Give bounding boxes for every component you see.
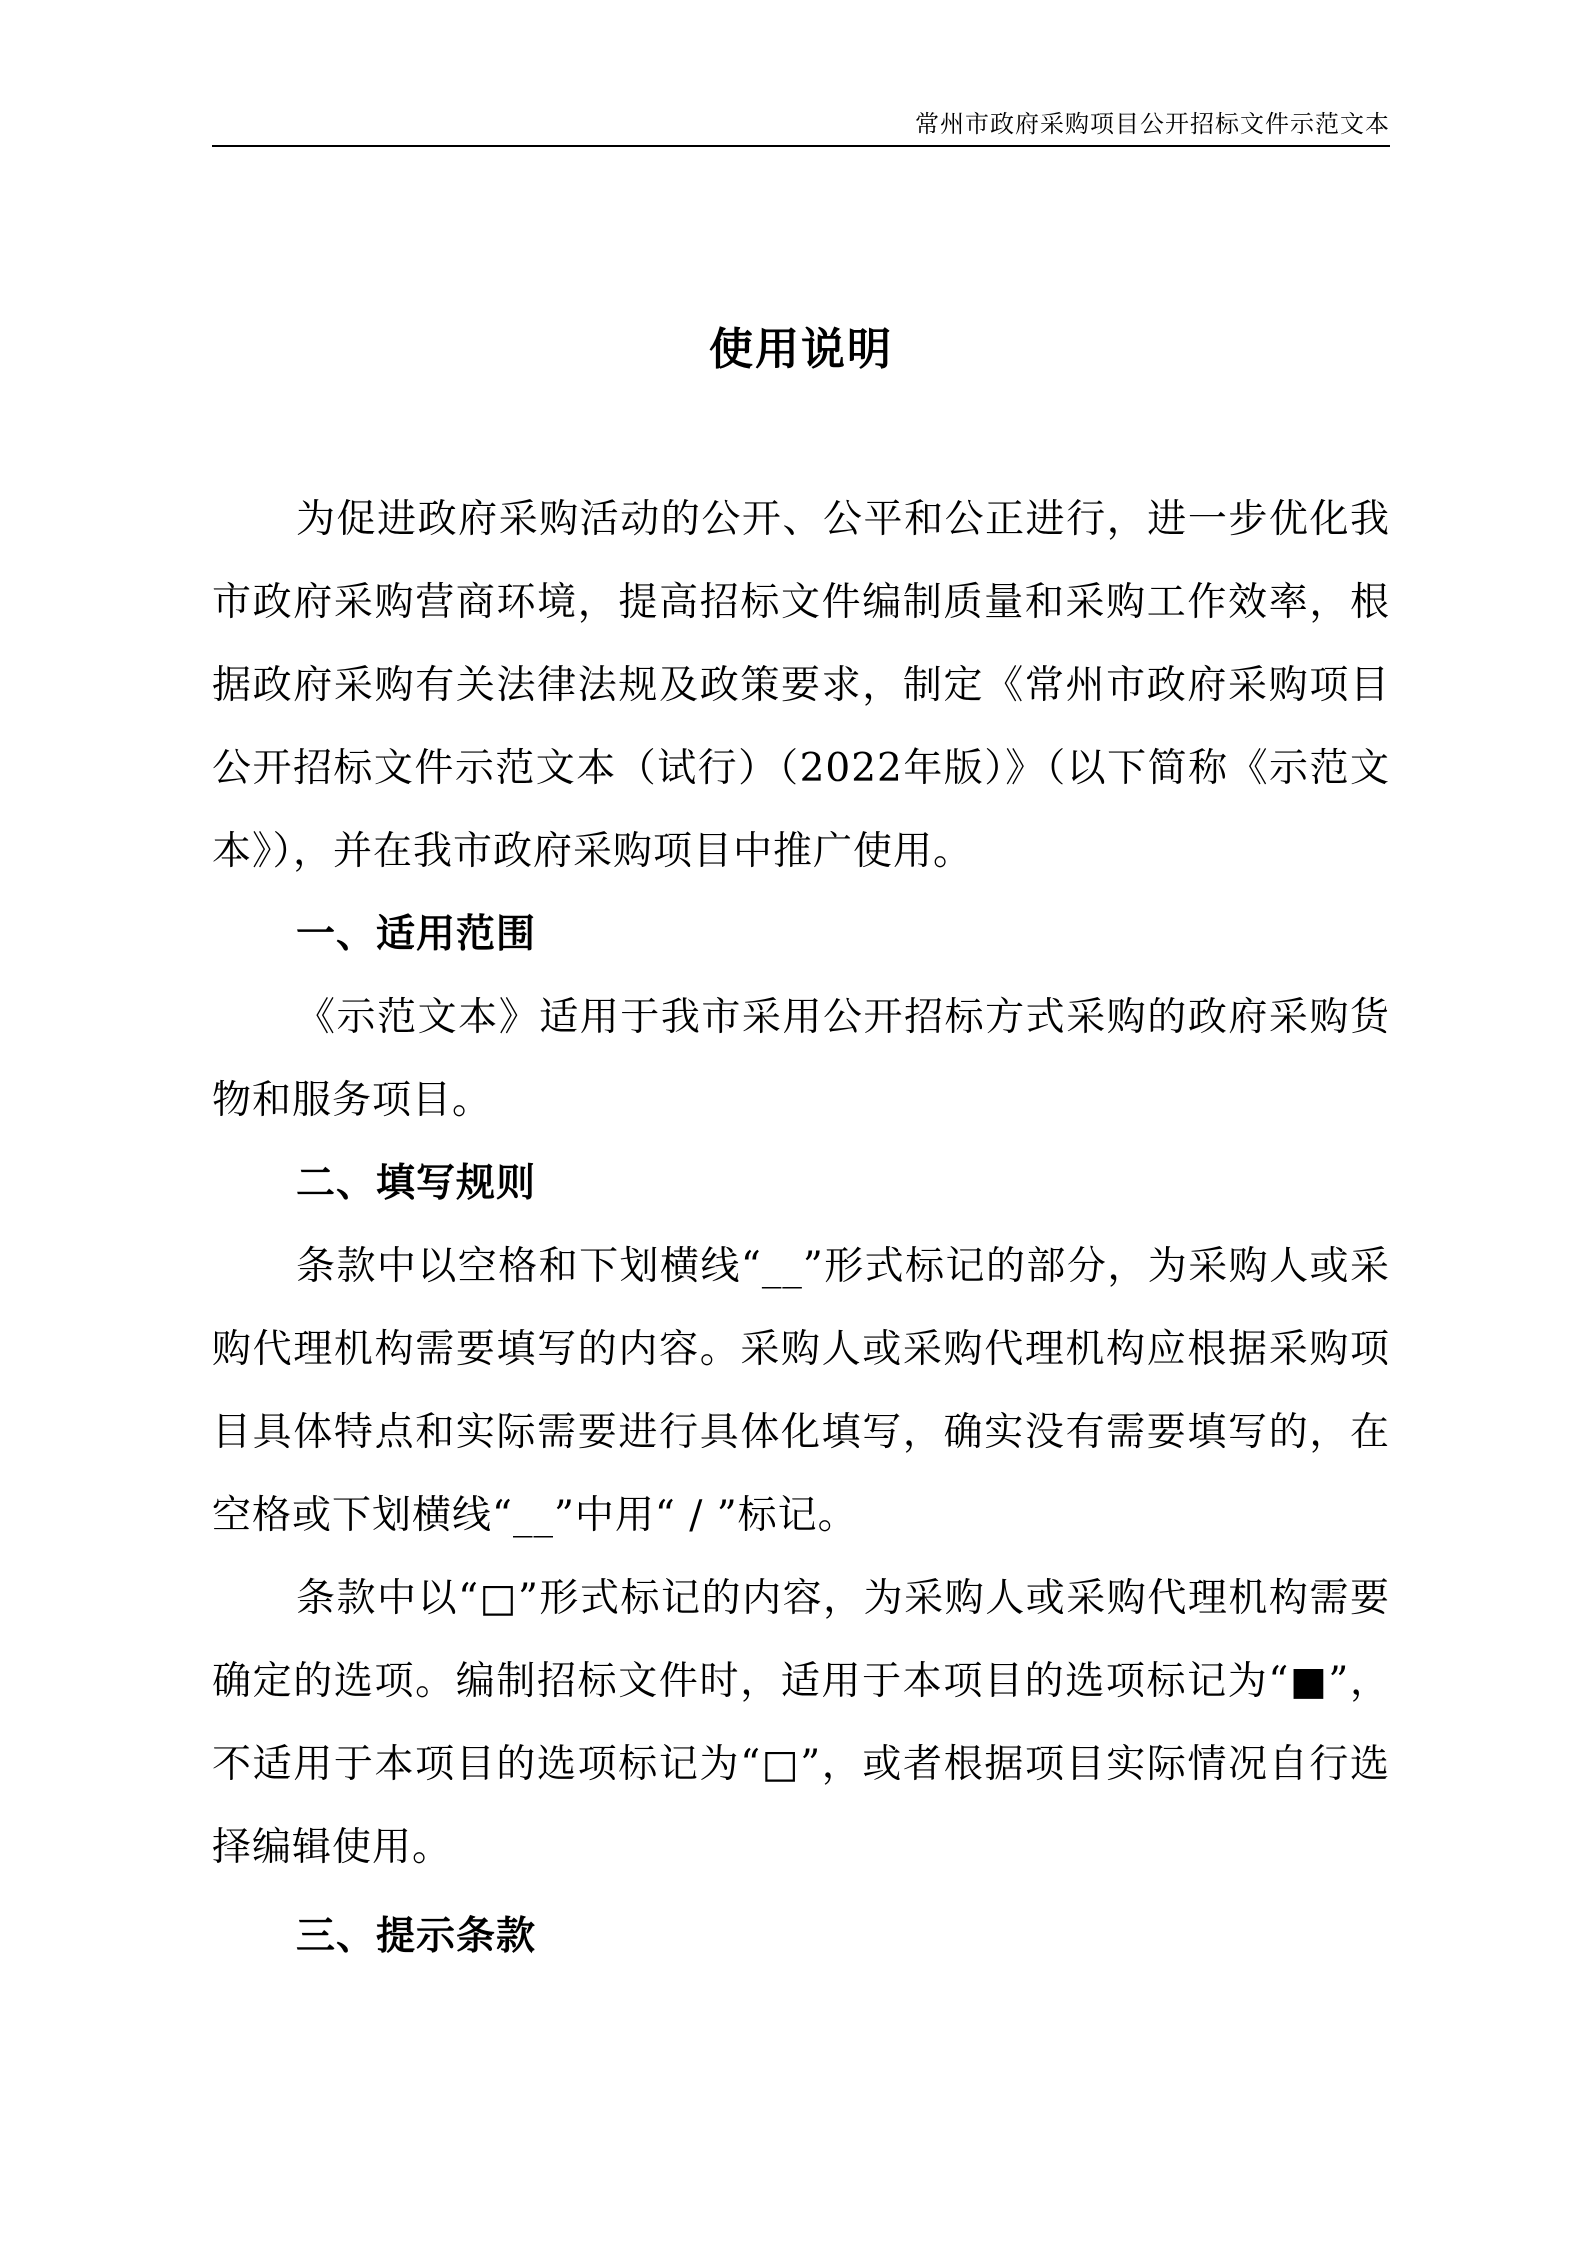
running-header: 常州市政府采购项目公开招标文件示范文本 [915, 110, 1390, 138]
section-fill-rules-paragraph-checkboxes: 条款中以“□”形式标记的内容，为采购人或采购代理机构需要确定的选项。编制招标文件时，适用于本项目的选项标记为“■”，不适用于本项目的选项标记为“□”，或者根据项目实际情况自行选择编辑使用。 [212, 1576, 1390, 1870]
section-scope-paragraph: 《示范文本》适用于我市采用公开招标方式采购的政府采购货物和服务项目。 [212, 995, 1390, 1123]
intro-paragraph: 为促进政府采购活动的公开、公平和公正进行，进一步优化我市政府采购营商环境，提高招标文件编制质量和采购工作效率，根据政府采购有关法律法规及政策要求，制定《常州市政府采购项目公开招标文件示范文本（试行）（2022年版）》（以下简称《示范文本》），并在我市政府采购项目中推广使用。 [212, 497, 1390, 874]
section-fill-rules-paragraph-blanks: 条款中以空格和下划横线“__”形式标记的部分，为采购人或采购代理机构需要填写的内容。采购人或采购代理机构应根据采购项目具体特点和实际需要进行具体化填写，确实没有需要填写的，在空格或下划横线“__”中用“ / ”标记。 [212, 1244, 1390, 1538]
document-title: 使用说明 [709, 324, 893, 375]
header-rule [212, 145, 1390, 147]
document-body [212, 478, 1390, 1978]
section-heading-notice-clauses: 三、提示条款 [296, 1913, 537, 1959]
section-heading-scope: 一、适用范围 [296, 911, 537, 957]
section-heading-fill-rules: 二、填写规则 [296, 1160, 537, 1206]
